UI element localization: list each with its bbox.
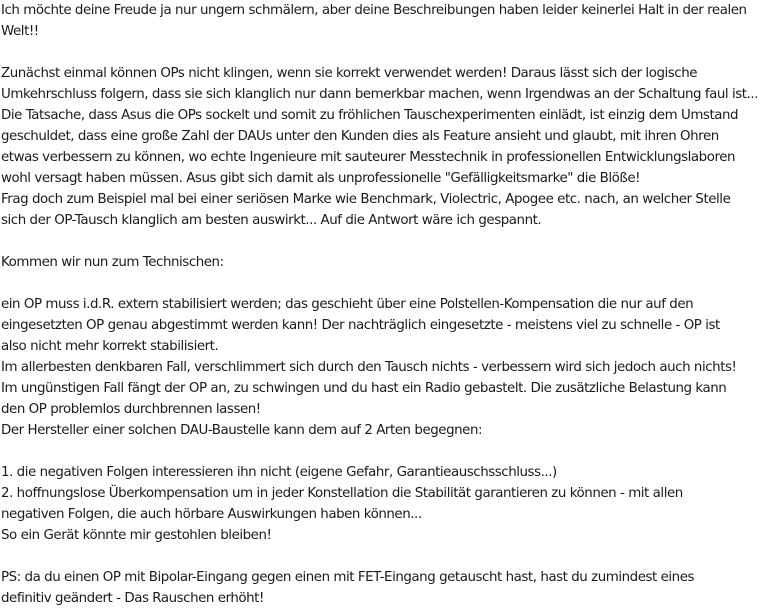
text-line: ein OP muss i.d.R. extern stabilisiert werden; das geschieht über eine Polstellen-Kompensation die nur auf den xyxy=(1,297,694,312)
text-line: geschuldet, dass eine große Zahl der DAUs unter den Kunden dies als Feature ansieht und glaubt, mit ihren Ohren xyxy=(1,129,719,144)
paragraph-gap xyxy=(0,42,778,63)
text-line: Umkehrschluss folgern, dass sie sich klanglich nur dann bemerkbar machen, wenn Irgendwas an der Schaltung faul ist... xyxy=(1,87,759,102)
text-line: Ich möchte deine Freude ja nur ungern schmälern, aber deine Beschreibungen haben leider keinerlei Halt in der realen xyxy=(1,3,747,18)
text-line: Im ungünstigen Fall fängt der OP an, zu schwingen und du hast ein Radio gebastelt. Die zusätzliche Belastung kann xyxy=(1,381,727,396)
text-line: Im allerbesten denkbaren Fall, verschlimmert sich durch den Tausch nichts - verbessern wird sich jedoch auch nichts! xyxy=(1,360,737,375)
paragraph-gap xyxy=(0,231,778,252)
text-line: wohl versagt haben müssen. Asus gibt sich damit als unprofessionelle "Gefälligkeitsmarke" die Blöße! xyxy=(1,171,641,186)
text-line: etwas verbessern zu können, wo echte Ingenieure mit sauteurer Messtechnik in professionellen Entwicklungslaboren xyxy=(1,150,736,165)
text-line: So ein Gerät könnte mir gestohlen bleiben! xyxy=(1,528,272,543)
text-line: Frag doch zum Beispiel mal bei einer seriösen Marke wie Benchmark, Violectric, Apogee etc. nach, an welcher Stelle xyxy=(1,192,731,207)
text-line: PS: da du einen OP mit Bipolar-Eingang gegen einen mit FET-Eingang getauscht hast, hast du zumindest eines xyxy=(1,570,695,585)
text-line: definitiv geändert - Das Rauschen erhöht! xyxy=(1,591,264,606)
text-line: eingesetzten OP genau abgestimmt werden kann! Der nachträglich eingesetzte - meistens viel zu schnelle - OP ist xyxy=(1,318,720,333)
text-line: den OP problemlos durchbrennen lassen! xyxy=(1,402,261,417)
text-line: also nicht mehr korrekt stabilisiert. xyxy=(1,339,219,354)
text-line: 2. hoffnungslose Überkompensation um in jeder Konstellation die Stabilität garantieren zu können - mit allen xyxy=(1,486,683,501)
text-line: Kommen wir nun zum Technischen: xyxy=(1,255,224,270)
text-line: Die Tatsache, dass Asus die OPs sockelt und somit zu fröhlichen Tauschexperimenten einlädt, ist einzig dem Umstand xyxy=(1,108,739,123)
text-line: Zunächst einmal können OPs nicht klingen, wenn sie korrekt verwendet werden! Daraus lässt sich der logische xyxy=(1,66,698,81)
text-line: Welt!! xyxy=(1,24,39,39)
paragraph-gap xyxy=(0,546,778,567)
paragraph-gap xyxy=(0,441,778,462)
text-line: negativen Folgen, die auch hörbare Auswirkungen haben können... xyxy=(1,507,422,522)
text-line: Der Hersteller einer solchen DAU-Baustelle kann dem auf 2 Arten begegnen: xyxy=(1,423,483,438)
text-line: sich der OP-Tausch klanglich am besten auswirkt... Auf die Antwort wäre ich gespannt. xyxy=(1,213,542,228)
text-line: 1. die negativen Folgen interessieren ihn nicht (eigene Gefahr, Garantieauschsschluss...) xyxy=(1,465,557,480)
paragraph-gap xyxy=(0,273,778,294)
